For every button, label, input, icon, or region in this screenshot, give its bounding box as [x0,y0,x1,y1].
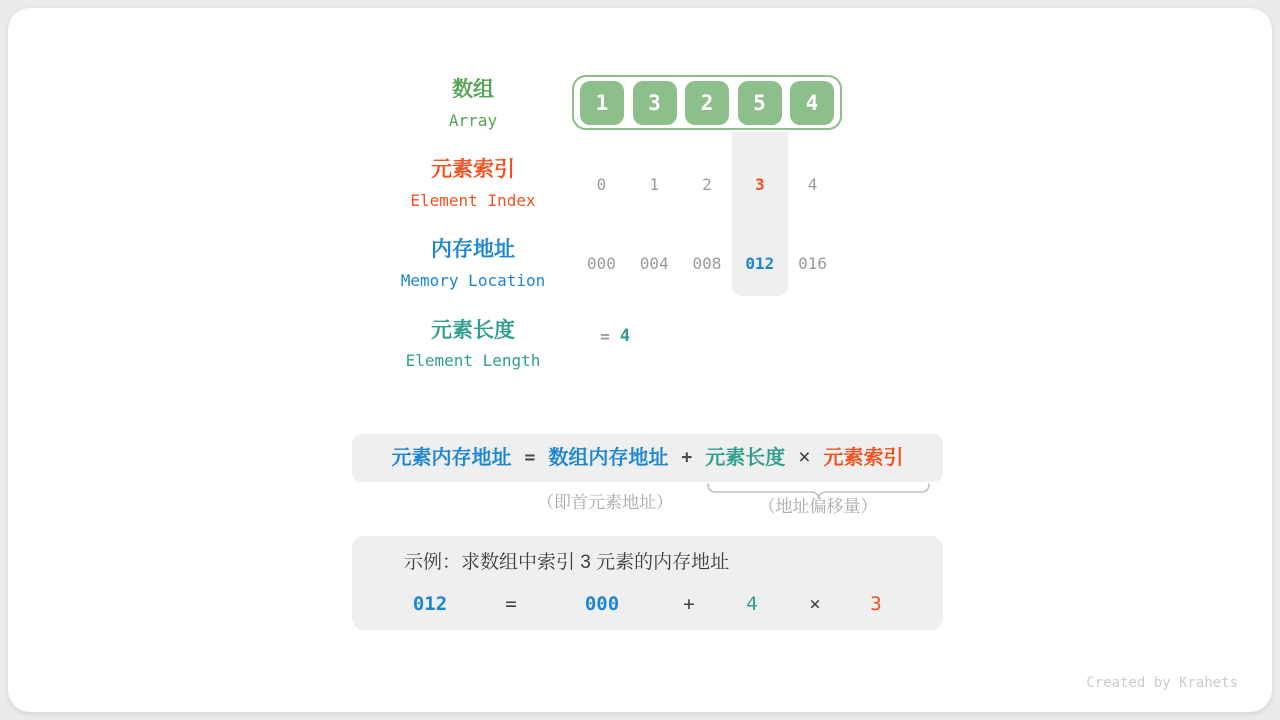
formula-plus-sign: + [681,447,693,468]
memory-location-label-zh: 内存地址 [431,238,515,261]
formula-times-sign: × [798,446,811,469]
array-value: 3 [648,90,661,115]
example-box [352,536,943,630]
note-first-element-address: （即首元素地址） [537,493,673,512]
array-value: 2 [700,90,714,115]
example-base-address: 000 [584,593,620,615]
array-label-en: Array [448,111,498,130]
element-length-label-zh: 元素长度 [431,319,515,342]
array-label-zh: 数组 [452,78,494,101]
memory-value: 016 [798,254,828,273]
index-value-highlighted: 3 [754,175,765,194]
formula-element-length: 元素长度 [705,447,786,469]
example-result: 012 [412,593,448,615]
element-index-label-en: Element Index [410,191,536,210]
formula-equals-sign: = [524,447,536,468]
memory-value-highlighted: 012 [745,254,775,273]
element-length-equals: = [600,327,610,346]
memory-value: 000 [586,254,616,273]
formula-box [352,434,943,482]
array-value: 5 [753,90,766,115]
memory-value: 004 [639,254,669,273]
formula-element-index: 元素索引 [823,447,904,469]
example-length: 4 [746,593,758,615]
index-value: 4 [807,175,818,194]
element-length-label-en: Element Length [405,351,541,370]
memory-location-row [575,254,839,274]
formula-element-address: 元素内存地址 [391,447,512,469]
array-cell [633,81,677,125]
credit-watermark: Created by Krahets [1086,675,1238,691]
index-value: 2 [702,175,712,194]
element-length-value: 4 [619,326,631,346]
index-value: 0 [596,175,607,194]
example-times-sign: × [809,593,821,615]
formula-array-address: 数组内存地址 [548,447,669,469]
element-index-row [575,175,839,195]
array-value: 1 [595,90,609,115]
example-equals-sign: = [505,593,517,615]
element-index-label-zh: 元素索引 [431,158,515,181]
array-container [572,75,842,130]
note-address-offset: （地址偏移量） [758,497,878,516]
array-value: 4 [805,90,819,115]
diagram-card [8,8,1272,712]
memory-value: 008 [692,254,722,273]
memory-location-label-en: Memory Location [400,271,546,290]
example-title: 示例：求数组中索引 3 元素的内存地址 [404,552,730,573]
example-index: 3 [870,593,882,615]
array-cell [580,81,624,125]
example-plus-sign: + [683,593,695,615]
index-value: 1 [649,175,660,194]
array-cell [685,81,729,125]
array-cell [738,81,782,125]
array-cell [790,81,834,125]
